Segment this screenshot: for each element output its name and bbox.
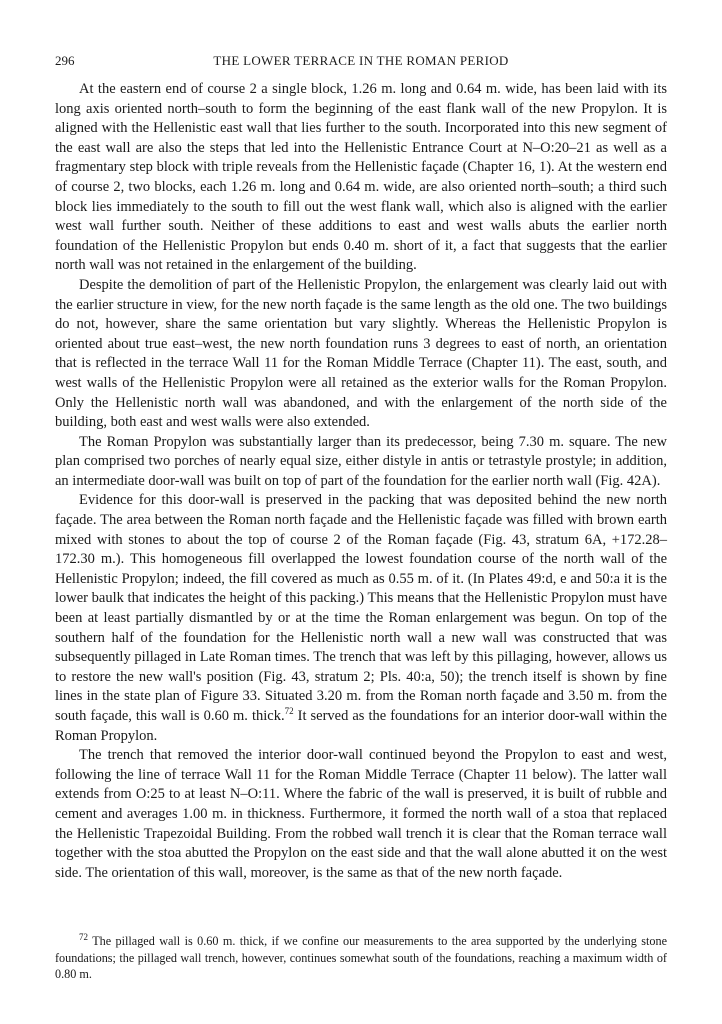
running-head: THE LOWER TERRACE IN THE ROMAN PERIOD [213,53,509,68]
page-header [55,52,667,70]
page-number: 296 [55,53,75,68]
paragraph: Despite the demolition of part of the Hellenistic Propylon, the enlargement was clearly laid out with the earlier structure in view, for the new north façade is the same length as the old one. The two buildings do not, however, share the same orientation but vary slightly. Whereas the Hellenistic Propylon is oriented about true east–west, the new north foundation runs 3 degrees to east of north, an orientation that is reflected in the terrace Wall 11 for the Roman Middle Terrace (Chapter 11). The east, south, and west walls of the Hellenistic Propylon were all retained as the exterior walls for the Roman Propylon. Only the Hellenistic north wall was abandoned, and with the enlargement of the north side of the building, both east and west walls were also extended. [55,276,667,431]
paragraph-text: Evidence for this door-wall is preserved in the packing that was deposited behind the new north façade. The area between the Roman north façade and the Hellenistic façade was filled with brown earth mixed with stones to about the top of course 2 of the Roman façade (Fig. 43, stratum 6A, +172.28–172.30 m.). This homogeneous fill overlapped the lowest foundation course of the north wall of the Hellenistic Propylon; indeed, the fill covered as much as 0.55 m. of it. (In Plates 49:d, e and 50:a it is the lower baulk that indicates the height of this packing.) This means that the Hellenistic Propylon must have been at least partially dismantled by or at the time the Roman enlargement was begun. On top of the southern half of the foundation for the Hellenistic north wall a new wall was constructed that was subsequently pillaged in Late Roman times. The trench that was left by this pillaging, however, allows us to restore the new wall's position (Fig. 43, stratum 2; Pls. 40:a, 50); the trench itself is shown by fine lines in the state plan of Figure 33. Situated 3.20 m. from the Roman north façade and 3.50 m. from the south façade, this wall is 0.60 m. thick. [55,492,667,724]
paragraph [55,491,667,746]
footnote-reference[interactable]: 72 [284,706,294,717]
footnote-number: 72 [79,931,88,942]
footnote [55,933,667,983]
paragraph: The trench that removed the interior door-wall continued beyond the Propylon to east and west, following the line of terrace Wall 11 for the Roman Middle Terrace (Chapter 11 below). The latter wall extends from O:25 to at least N–O:11. Where the fabric of the wall is preserved, it is built of rubble and cement and averages 1.00 m. in thickness. Furthermore, it formed the north wall of a stoa that replaced the Hellenistic Trapezoidal Building. From the robbed wall trench it is clear that the Roman terrace wall together with the stoa abutted the Propylon on the east side and that the wall alone abutted it on the west side. The orientation of this wall, moreover, is the same as that of the new north façade. [55,747,667,881]
footnote-text: The pillaged wall is 0.60 m. thick, if we confine our measurements to the area supported by the underlying stone foundations; the pillaged wall trench, however, continues somewhat south of the foundations, reaching a maximum width of 0.80 m. [55,934,667,981]
footnote-paragraph [55,933,667,983]
paragraph: The Roman Propylon was substantially larger than its predecessor, being 7.30 m. square. The new plan comprised two porches of nearly equal size, either distyle in antis or tetrastyle prostyle; in addition, an intermediate door-wall was built on top of part of the foundation for the earlier north wall (Fig. 42A). [55,433,667,489]
paragraph: At the eastern end of course 2 a single block, 1.26 m. long and 0.64 m. wide, has been laid with its long axis oriented north–south to form the beginning of the east flank wall of the new Propylon. It is aligned with the Hellenistic east wall that lies further to the south. Incorporated into this new segment of the east wall are also the steps that led into the Hellenistic Entrance Court at N–O:20–21 as well as a fragmentary step block with triple reveals from the Hellenistic façade (Chapter 16, 1). At the western end of course 2, two blocks, each 1.26 m. long and 0.64 m. wide, are also oriented north–south; a third such block lies immediately to the south to fill out the west flank wall, which also is aligned with the earlier west wall further south. Neither of these additions to east and west walls abuts the earlier north foundation of the Hellenistic Propylon but ends 0.40 m. short of it, a fact that suggests that the earlier north wall was not retained in the enlargement of the building. [55,81,667,274]
body-text [55,80,667,883]
paragraph-text-continued: It served as the foundations for an interior door-wall within the Roman Propylon. [55,708,667,744]
